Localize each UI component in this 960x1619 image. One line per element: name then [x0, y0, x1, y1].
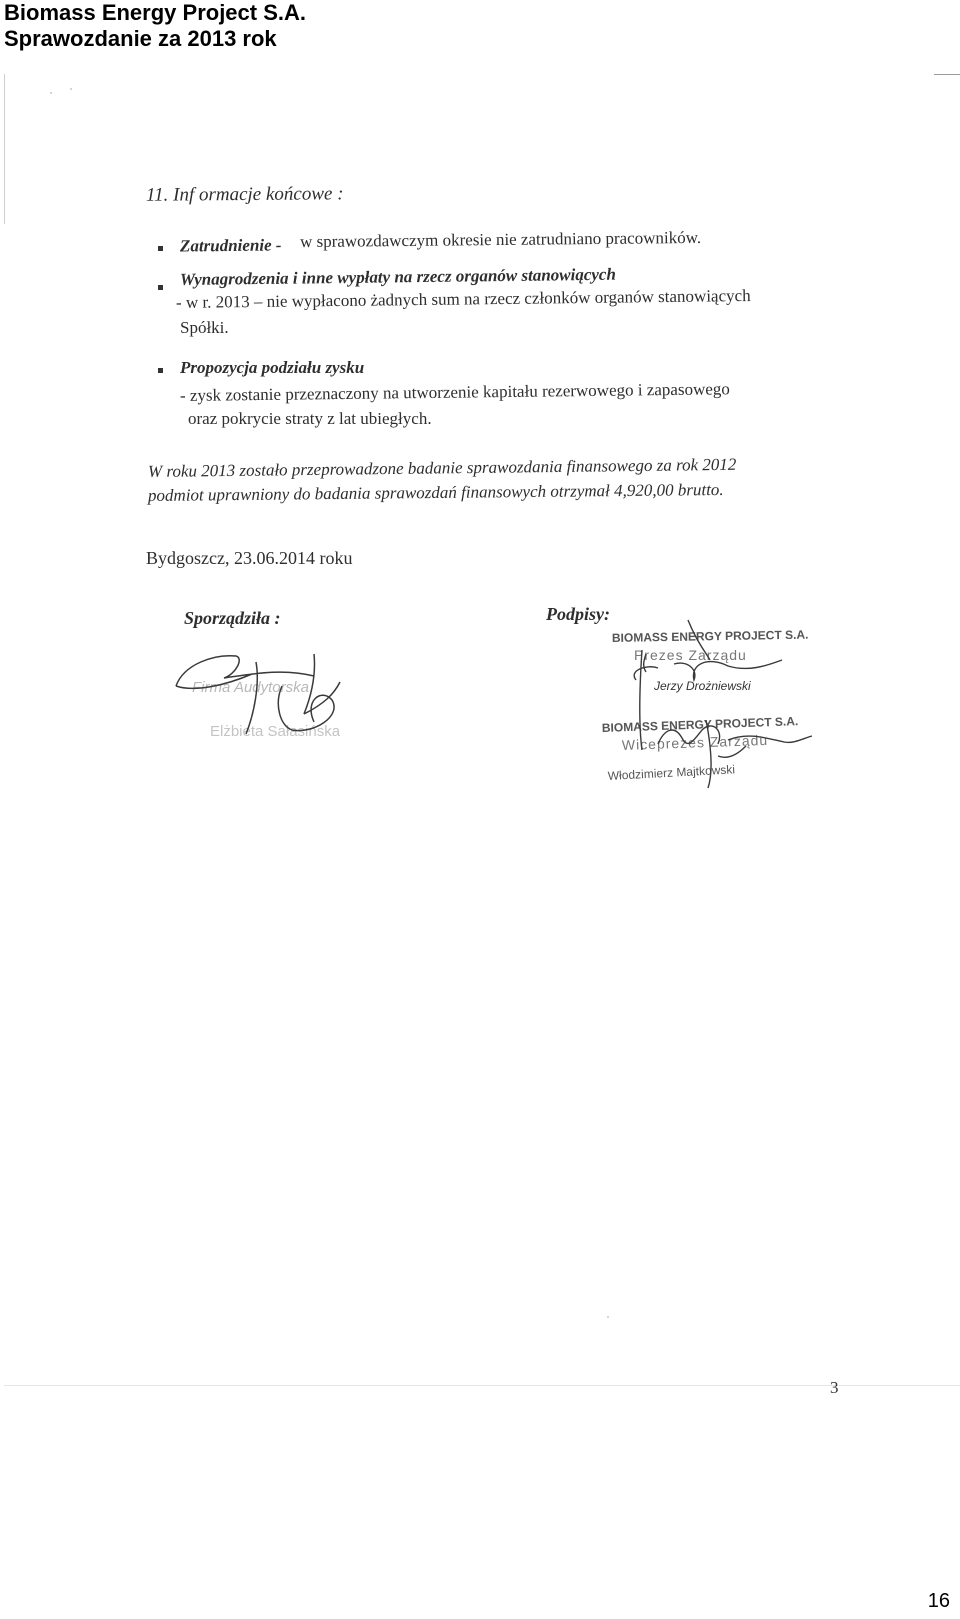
- audit-note-line1: W roku 2013 zostało przeprowadzone badanie sprawozdania finansowego za rok 2012: [147, 454, 737, 481]
- prepared-by-label: Sporządziła :: [184, 608, 281, 628]
- item-text-remuneration-1: - w r. 2013 – nie wypłacono żadnych sum na rzecz członków organów stanowiących: [175, 285, 751, 312]
- stamp2-company: BIOMASS ENERGY PROJECT S.A.: [601, 714, 799, 735]
- header-company-name: Biomass Energy Project S.A.: [4, 0, 306, 25]
- bullet: [158, 285, 163, 290]
- item-label-remuneration: Wynagrodzenia i inne wypłaty na rzecz organów stanowiących: [179, 264, 616, 289]
- item-text-remuneration-2: Spółki.: [180, 318, 229, 337]
- place-date: Bydgoszcz, 23.06.2014 roku: [146, 548, 353, 568]
- scanned-page: [4, 74, 960, 1397]
- audit-note-line2: podmiot uprawniony do badania sprawozdań finansowych otrzymał 4,920,00 brutto.: [147, 479, 724, 505]
- scan-edge-bottom: [4, 1385, 960, 1386]
- scan-page-number: 3: [830, 1378, 839, 1397]
- auditor-stamp-signature: [164, 634, 364, 754]
- scan-edge-top: [934, 74, 960, 75]
- stamp1-company: BIOMASS ENERGY PROJECT S.A.: [611, 627, 809, 645]
- document-page-number: 16: [927, 1590, 950, 1612]
- bullet: [158, 368, 163, 373]
- header-report-title: Sprawozdanie za 2013 rok: [4, 26, 277, 51]
- item-text-employment: w sprawozdawczym okresie nie zatrudniano pracowników.: [299, 227, 702, 252]
- stamp1-role: Prezes Zarządu: [634, 647, 747, 663]
- scan-speck: [50, 92, 52, 94]
- section-title: 11. Inf ormacje końcowe :: [145, 183, 344, 206]
- item-label-profit: Propozycja podziału zysku: [180, 358, 365, 377]
- item-text-profit-2: oraz pokrycie straty z lat ubiegłych.: [188, 409, 432, 428]
- auditor-stamp-line2: Elżbieta Sałasińska: [210, 723, 341, 740]
- item-label-employment: Zatrudnienie -: [179, 235, 282, 256]
- scan-edge-left: [4, 74, 5, 224]
- scan-speck: [607, 1316, 609, 1318]
- stamp2-role: Wiceprezes Zarządu: [621, 731, 769, 753]
- stamp2-name: Włodzimierz Majtkowski: [607, 762, 736, 783]
- item-text-profit-1: - zysk zostanie przeznaczony na utworzenie kapitału rezerwowego i zapasowego: [179, 379, 730, 405]
- auditor-stamp-line1: Firma Audytorska: [192, 679, 309, 696]
- scan-speck: [70, 88, 72, 90]
- stamp1-name: Jerzy Drożniewski: [654, 679, 751, 693]
- bullet: [158, 246, 163, 251]
- management-stamps-signatures: [598, 620, 828, 790]
- signatures-label: Podpisy:: [546, 604, 610, 624]
